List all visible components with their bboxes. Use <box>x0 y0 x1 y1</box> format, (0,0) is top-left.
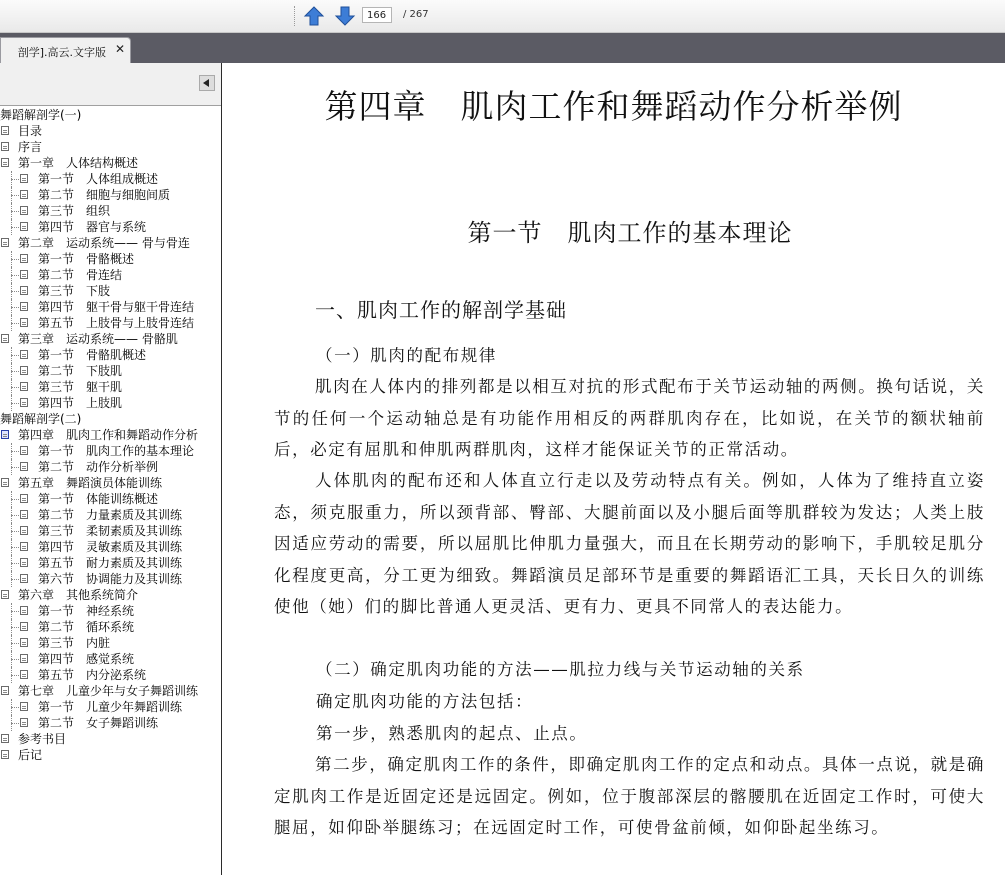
tree-connector <box>11 179 19 180</box>
bookmark-label: 第四节 躯干骨与躯干骨连结 <box>38 300 195 314</box>
bookmark-section-item[interactable] <box>0 267 221 283</box>
bookmark-label: 第六节 协调能力及其训练 <box>38 572 183 586</box>
bookmark-label: 第一节 骨骼肌概述 <box>38 348 147 362</box>
bookmark-chapter-item[interactable] <box>0 139 221 155</box>
bookmark-label: 舞蹈解剖学(二) <box>0 412 82 426</box>
bookmark-section-item[interactable] <box>0 251 221 267</box>
bookmark-page-icon <box>1 590 9 599</box>
bookmark-section-item[interactable] <box>0 363 221 379</box>
bookmark-section-item[interactable] <box>0 555 221 571</box>
tree-connector <box>11 211 19 212</box>
bookmark-page-icon <box>1 478 9 487</box>
bookmark-section-item[interactable] <box>0 699 221 715</box>
bookmark-label: 第二节 细胞与细胞间质 <box>38 188 171 202</box>
tree-connector <box>11 723 19 724</box>
bookmark-page-icon <box>1 430 9 439</box>
bookmark-label: 第五章 舞蹈演员体能训练 <box>18 476 163 490</box>
tree-connector <box>11 579 19 580</box>
bookmark-section-item[interactable] <box>0 635 221 651</box>
bookmark-label: 第三节 下肢 <box>38 284 111 298</box>
bookmark-label: 第五节 内分泌系统 <box>38 668 147 682</box>
bookmark-page-icon <box>20 670 28 679</box>
tree-connector <box>11 499 19 500</box>
tree-connector <box>11 547 19 548</box>
bookmark-chapter-item[interactable] <box>0 155 221 171</box>
bookmark-label: 参考书目 <box>18 732 67 746</box>
bookmark-page-icon <box>20 574 28 583</box>
tree-connector <box>11 707 19 708</box>
paragraph: 第一步，熟悉肌肉的起点、止点。 <box>316 724 588 743</box>
bookmark-chapter-item[interactable] <box>0 475 221 491</box>
tree-connector <box>11 627 19 628</box>
bookmark-page-icon <box>20 382 28 391</box>
document-tab-title: 剖学].高云.文字版 <box>17 46 106 59</box>
tree-connector <box>11 323 19 324</box>
bookmark-label: 第一章 人体结构概述 <box>18 156 139 170</box>
tree-connector <box>11 307 19 308</box>
page-total-label: / 267 <box>403 9 429 20</box>
bookmark-page-icon <box>20 254 28 263</box>
bookmark-section-item[interactable] <box>0 619 221 635</box>
bookmarks-sidebar <box>0 63 222 875</box>
bookmark-page-icon <box>20 190 28 199</box>
bookmark-label: 第一节 肌肉工作的基本理论 <box>38 444 195 458</box>
bookmark-label: 第三节 内脏 <box>38 636 111 650</box>
bookmark-section-item[interactable] <box>0 379 221 395</box>
paragraph: 确定肌肉功能的方法包括： <box>316 692 534 711</box>
bookmark-page-icon <box>20 286 28 295</box>
bookmark-label: 第一节 人体组成概述 <box>38 172 159 186</box>
bookmark-label: 目录 <box>18 124 43 138</box>
bookmark-page-icon <box>1 734 9 743</box>
tree-connector <box>11 675 19 676</box>
bookmark-label: 第二节 女子舞蹈训练 <box>38 716 159 730</box>
tree-connector <box>11 371 19 372</box>
bookmark-label: 舞蹈解剖学(一) <box>0 108 82 122</box>
bookmark-page-icon <box>1 126 9 135</box>
bookmark-page-icon <box>20 318 28 327</box>
bookmark-label: 第一节 儿童少年舞蹈训练 <box>38 700 183 714</box>
bookmark-page-icon <box>20 494 28 503</box>
section-title: 第一节 肌肉工作的基本理论 <box>467 219 793 247</box>
arrow-up-icon <box>303 5 325 27</box>
previous-page-button[interactable] <box>303 5 325 27</box>
bookmark-section-item[interactable] <box>0 187 221 203</box>
bookmark-label: 第四节 灵敏素质及其训练 <box>38 540 183 554</box>
tree-connector <box>11 275 19 276</box>
bookmark-section-item[interactable] <box>0 171 221 187</box>
bookmark-page-icon <box>20 350 28 359</box>
bookmark-section-item[interactable] <box>0 571 221 587</box>
arrow-down-icon <box>334 5 356 27</box>
document-view <box>222 63 1005 875</box>
bookmark-label: 序言 <box>18 140 43 154</box>
tree-connector <box>11 515 19 516</box>
tree-connector <box>11 451 19 452</box>
bookmark-section-item[interactable] <box>0 667 221 683</box>
bookmark-page-icon <box>20 702 28 711</box>
bookmark-label: 第一节 体能训练概述 <box>38 492 159 506</box>
tree-connector <box>11 611 19 612</box>
bookmark-label: 第四节 感觉系统 <box>38 652 135 666</box>
bookmark-page-icon <box>20 526 28 535</box>
document-page <box>222 63 1005 875</box>
bookmark-section-item[interactable] <box>0 459 221 475</box>
bookmark-section-item[interactable] <box>0 491 221 507</box>
bookmark-section-item[interactable] <box>0 443 221 459</box>
bookmark-tree <box>0 107 221 875</box>
bookmark-label: 第二章 运动系统—— 骨与骨连 <box>18 236 190 250</box>
bookmark-label: 第六章 其他系统简介 <box>18 588 139 602</box>
bookmark-page-icon <box>20 558 28 567</box>
collapse-sidebar-button[interactable] <box>199 75 215 91</box>
tree-connector <box>11 531 19 532</box>
bookmark-page-icon <box>20 222 28 231</box>
tree-connector <box>11 195 19 196</box>
tree-connector <box>11 403 19 404</box>
sidebar-header <box>0 63 221 106</box>
bookmark-chapter-item[interactable] <box>0 331 221 347</box>
bookmark-label: 第一节 骨骼概述 <box>38 252 135 266</box>
bookmark-label: 后记 <box>18 748 43 762</box>
tree-connector <box>11 291 19 292</box>
bookmark-page-icon <box>1 142 9 151</box>
bookmark-page-icon <box>20 606 28 615</box>
bookmark-label: 第四节 上肢肌 <box>38 396 123 410</box>
chapter-title: 第四章 肌肉工作和舞蹈动作分析举例 <box>324 87 903 126</box>
bookmark-page-icon <box>20 206 28 215</box>
bookmark-label: 第二节 循环系统 <box>38 620 135 634</box>
bookmark-page-icon <box>1 686 9 695</box>
bookmark-page-icon <box>20 510 28 519</box>
document-tab[interactable] <box>0 37 131 63</box>
bookmark-chapter-item[interactable] <box>0 587 221 603</box>
tree-connector <box>11 643 19 644</box>
bookmark-page-icon <box>1 158 9 167</box>
bookmark-label: 第一节 神经系统 <box>38 604 135 618</box>
bookmark-section-item[interactable] <box>0 283 221 299</box>
bookmark-section-item[interactable] <box>0 523 221 539</box>
bookmark-page-icon <box>20 638 28 647</box>
toolbar-separator <box>294 6 297 26</box>
page-number-input[interactable] <box>362 7 392 23</box>
bookmark-label: 第三节 躯干肌 <box>38 380 123 394</box>
bookmark-label: 第三节 柔韧素质及其训练 <box>38 524 183 538</box>
tree-connector <box>11 387 19 388</box>
tree-connector <box>11 563 19 564</box>
bookmark-root-item[interactable] <box>0 411 221 427</box>
bookmark-section-item[interactable] <box>0 539 221 555</box>
bookmark-page-icon <box>20 462 28 471</box>
tree-connector <box>11 659 19 660</box>
bookmark-chapter-item[interactable] <box>0 235 221 251</box>
bookmark-page-icon <box>20 302 28 311</box>
bookmark-section-item[interactable] <box>0 219 221 235</box>
bookmark-page-icon <box>1 238 9 247</box>
bookmark-chapter-item[interactable] <box>0 731 221 747</box>
bookmark-section-item[interactable] <box>0 603 221 619</box>
bookmark-page-icon <box>20 446 28 455</box>
bookmark-chapter-item[interactable] <box>0 123 221 139</box>
bookmark-label: 第三节 组织 <box>38 204 111 218</box>
tree-connector <box>11 467 19 468</box>
bookmark-label: 第四节 器官与系统 <box>38 220 147 234</box>
bookmark-label: 第二节 动作分析举例 <box>38 460 159 474</box>
tab-strip <box>0 33 1005 63</box>
bookmark-label: 第二节 力量素质及其训练 <box>38 508 183 522</box>
bookmark-page-icon <box>20 174 28 183</box>
bookmark-page-icon <box>20 270 28 279</box>
bookmark-page-icon <box>1 334 9 343</box>
bookmark-label: 第七章 儿童少年与女子舞蹈训练 <box>18 684 199 698</box>
bookmark-label: 第二节 骨连结 <box>38 268 123 282</box>
bookmark-page-icon <box>20 366 28 375</box>
toolbar <box>0 0 1005 33</box>
bookmark-label: 第五节 耐力素质及其训练 <box>38 556 183 570</box>
bookmark-section-item[interactable] <box>0 347 221 363</box>
bookmark-label: 第三章 运动系统—— 骨骼肌 <box>18 332 178 346</box>
close-tab-icon[interactable]: ✕ <box>114 42 125 56</box>
bookmark-page-icon <box>1 750 9 759</box>
bookmark-root-item[interactable] <box>0 107 221 123</box>
bookmark-section-item[interactable] <box>0 651 221 667</box>
subsection-title: 一、肌肉工作的解剖学基础 <box>315 298 567 322</box>
bookmark-page-icon <box>20 654 28 663</box>
next-page-button[interactable] <box>334 5 356 27</box>
bookmark-section-item[interactable] <box>0 507 221 523</box>
bookmark-page-icon <box>20 622 28 631</box>
bookmark-chapter-item[interactable] <box>0 747 221 763</box>
bookmark-section-item[interactable] <box>0 315 221 331</box>
bookmark-chapter-item[interactable] <box>0 427 221 443</box>
bookmark-section-item[interactable] <box>0 203 221 219</box>
bookmark-label: 第二节 下肢肌 <box>38 364 123 378</box>
bookmark-page-icon <box>20 398 28 407</box>
tree-connector <box>11 355 19 356</box>
paragraph: 人体肌肉的配布还和人体直立行走以及劳动特点有关。例如，人体为了维持直立姿态，须克服重力，所以颈背部、臀部、大腿前面以及小腿后面等肌群较为发达；人类上肢因适应劳动的需要，所以屈肌比伸肌力量强大，而且在长期劳动的影响下，手肌较足肌分化程度更高，分工更为细致。舞蹈演员足部环节是重要的舞蹈语汇工具，天长日久的训练使他（她）们的脚比普通人更灵活、更有力、更具不同常人的表达能力。 <box>274 471 985 617</box>
bookmark-section-item[interactable] <box>0 395 221 411</box>
bookmark-label: 第四章 肌肉工作和舞蹈动作分析 <box>18 428 199 442</box>
paragraph: 肌肉在人体内的排列都是以相互对抗的形式配布于关节运动轴的两侧。换句话说，关节的任何一个运动轴总是有功能作用相反的两群肌肉存在，比如说，在关节的额状轴前后，必定有屈肌和伸肌两群肌肉，这样才能保证关节的正常活动。 <box>274 377 985 460</box>
paragraph-heading: （一）肌肉的配布规律 <box>316 346 497 365</box>
bookmark-label: 第五节 上肢骨与上肢骨连结 <box>38 316 195 330</box>
bookmark-page-icon <box>20 718 28 727</box>
bookmark-chapter-item[interactable] <box>0 683 221 699</box>
bookmark-page-icon <box>20 542 28 551</box>
tree-connector <box>11 259 19 260</box>
paragraph: 第二步，确定肌肉工作的条件，即确定肌肉工作的定点和动点。具体一点说，就是确定肌肉工作是近固定还是远固定。例如，位于腹部深层的髂腰肌在近固定工作时，可使大腿屈，如仰卧举腿练习；在远固定时工作，可使骨盆前倾，如仰卧起坐练习。 <box>274 755 985 838</box>
tree-connector <box>11 227 19 228</box>
bookmark-section-item[interactable] <box>0 715 221 731</box>
paragraph-heading: （二）确定肌肉功能的方法——肌拉力线与关节运动轴的关系 <box>316 660 805 679</box>
bookmark-section-item[interactable] <box>0 299 221 315</box>
